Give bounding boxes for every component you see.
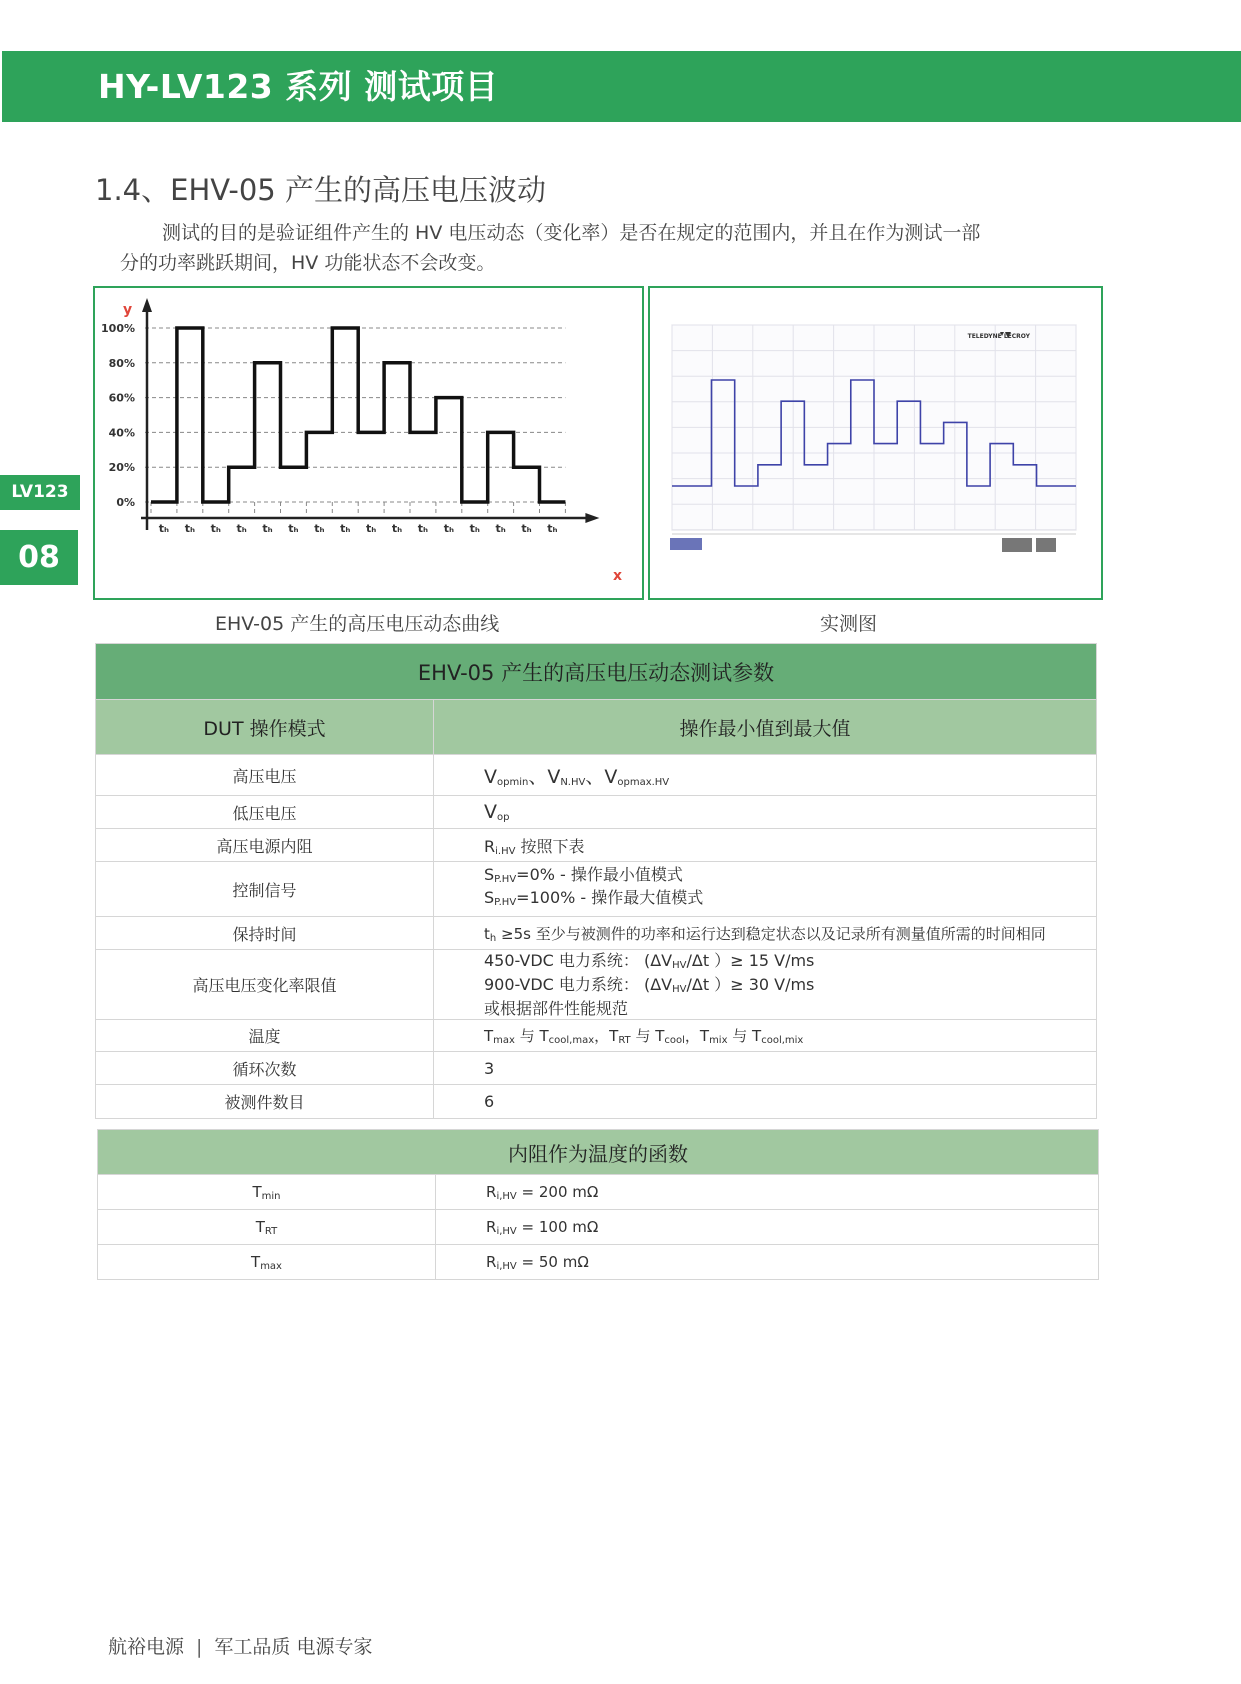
y-axis-arrow bbox=[142, 298, 152, 312]
x-tick-label: tₕ bbox=[314, 522, 325, 535]
x-axis-label: x bbox=[613, 568, 623, 584]
row-value: $V_{opmin}$、$V_{N.HV}$、$V_{opmax.HV}$ bbox=[434, 755, 1097, 796]
x-axis-arrow bbox=[585, 513, 599, 523]
step-chart bbox=[95, 288, 642, 598]
row-label: 保持时间 bbox=[96, 917, 434, 950]
row-label: 低压电压 bbox=[96, 796, 434, 829]
y-axis-label: y bbox=[123, 302, 133, 318]
table-row bbox=[96, 917, 1097, 950]
step-chart-frame bbox=[93, 286, 644, 600]
row-value: $S_{P.HV}=0\%$ - 操作最小值模式 $S_{P.HV}=100\%$ - 操作最大值模式 bbox=[434, 862, 1097, 917]
x-tick-label: tₕ bbox=[521, 522, 532, 535]
row-value: $R_{i,HV} = 200$ mΩ bbox=[436, 1175, 1099, 1210]
row-value: $R_{i,HV} = 100$ mΩ bbox=[436, 1210, 1099, 1245]
x-tick-label: tₕ bbox=[288, 522, 299, 535]
table-row bbox=[96, 755, 1097, 796]
right-figure-caption: 实测图 bbox=[820, 613, 878, 635]
x-tick-label: tₕ bbox=[236, 522, 247, 535]
page-number: 08 bbox=[0, 530, 78, 585]
test-parameters-table bbox=[95, 643, 1097, 1119]
row-label: $T_{min}$ bbox=[98, 1175, 436, 1210]
y-tick-label: 0% bbox=[116, 496, 135, 509]
footer bbox=[108, 1632, 372, 1659]
section-title: 1.4、EHV-05 产生的高压电压波动 bbox=[95, 173, 546, 207]
table-title: EHV-05 产生的高压电压动态测试参数 bbox=[96, 644, 1097, 700]
y-tick-label: 40% bbox=[108, 426, 135, 440]
column-header-mode: DUT 操作模式 bbox=[96, 700, 434, 755]
oscilloscope-frame bbox=[648, 286, 1103, 600]
table-row bbox=[98, 1175, 1099, 1210]
table-title: 内阻作为温度的函数 bbox=[98, 1130, 1099, 1175]
x-tick-label: tₕ bbox=[366, 522, 377, 535]
table-row bbox=[96, 950, 1097, 1020]
resistance-table bbox=[97, 1129, 1099, 1280]
row-value: $t_h \ge 5s$ 至少与被测件的功率和运行达到稳定状态以及记录所有测量值所需的时间相同 bbox=[434, 917, 1097, 950]
table-row bbox=[96, 796, 1097, 829]
x-tick-label: tₕ bbox=[158, 522, 170, 535]
row-label: 被测件数目 bbox=[96, 1085, 434, 1119]
row-value: $V_{op}$ bbox=[434, 796, 1097, 829]
row-label: 温度 bbox=[96, 1020, 434, 1052]
column-header-range: 操作最小值到最大值 bbox=[434, 700, 1097, 755]
side-tab-label: LV123 bbox=[0, 475, 80, 510]
table-row bbox=[96, 1052, 1097, 1085]
row-label: 高压电压变化率限值 bbox=[96, 950, 434, 1020]
table-row bbox=[96, 1020, 1097, 1052]
scope-brand: TELEDYNE LECROY bbox=[967, 333, 1030, 340]
y-tick-label: 20% bbox=[108, 461, 135, 475]
footer-slogan: 军工品质 电源专家 bbox=[214, 1636, 373, 1658]
x-tick-label: tₕ bbox=[417, 522, 429, 535]
intro-line-1: 测试的目的是验证组件产生的 HV 电压动态（变化率）是否在规定的范围内，并且在作为测试一部 bbox=[162, 222, 981, 244]
page-title: HY-LV123 系列 测试项目 bbox=[98, 67, 499, 106]
y-tick-label: 60% bbox=[108, 391, 135, 405]
row-label: $T_{RT}$ bbox=[98, 1210, 436, 1245]
table-row bbox=[96, 1085, 1097, 1119]
row-value: 450-VDC 电力系统： ($\Delta V_{HV}/\Delta t$ ）≥ 15 V/ms 900-VDC 电力系统： ($\Delta V_{HV}/\Delta t$ ）≥ 30 V/ms 或根据部件性能规范 bbox=[434, 950, 1097, 1020]
row-value: $R_{i.HV}$ 按照下表 bbox=[434, 829, 1097, 862]
x-tick-label: tₕ bbox=[495, 522, 506, 535]
x-tick-label: tₕ bbox=[340, 522, 351, 535]
header-bar bbox=[2, 51, 1241, 122]
row-label: 控制信号 bbox=[96, 862, 434, 917]
row-value: 6 bbox=[434, 1085, 1097, 1119]
table-row bbox=[98, 1210, 1099, 1245]
x-tick-label: tₕ bbox=[184, 522, 195, 535]
step-series-line bbox=[151, 328, 565, 502]
row-label: 循环次数 bbox=[96, 1052, 434, 1085]
oscilloscope-capture bbox=[650, 288, 1101, 598]
table-row bbox=[96, 862, 1097, 917]
y-tick-label: 80% bbox=[108, 356, 135, 370]
row-value: 3 bbox=[434, 1052, 1097, 1085]
table-row bbox=[98, 1245, 1099, 1280]
x-tick-label: tₕ bbox=[469, 522, 480, 535]
row-label: $T_{max}$ bbox=[98, 1245, 436, 1280]
row-value: $R_{i,HV} = 50$ mΩ bbox=[436, 1245, 1099, 1280]
intro-paragraph bbox=[120, 218, 1080, 278]
x-tick-label: tₕ bbox=[547, 522, 558, 535]
left-figure-caption: EHV-05 产生的高压电压动态曲线 bbox=[215, 613, 500, 635]
intro-line-2: 分的功率跳跃期间，HV 功能状态不会改变。 bbox=[120, 252, 496, 274]
y-tick-label: 100% bbox=[101, 322, 135, 335]
x-tick-label: tₕ bbox=[443, 522, 454, 535]
footer-separator: | bbox=[196, 1636, 203, 1658]
row-label: 高压电压 bbox=[96, 755, 434, 796]
x-tick-label: tₕ bbox=[391, 522, 403, 535]
x-tick-label: tₕ bbox=[210, 522, 221, 535]
footer-brand: 航裕电源 bbox=[108, 1636, 185, 1658]
row-value: $T_{max}$ 与 $T_{cool,max}$，$T_{RT}$ 与 $T_{cool}$，$T_{mix}$ 与 $T_{cool,mix}$ bbox=[434, 1020, 1097, 1052]
table-row bbox=[96, 829, 1097, 862]
row-label: 高压电源内阻 bbox=[96, 829, 434, 862]
x-tick-label: tₕ bbox=[262, 522, 273, 535]
